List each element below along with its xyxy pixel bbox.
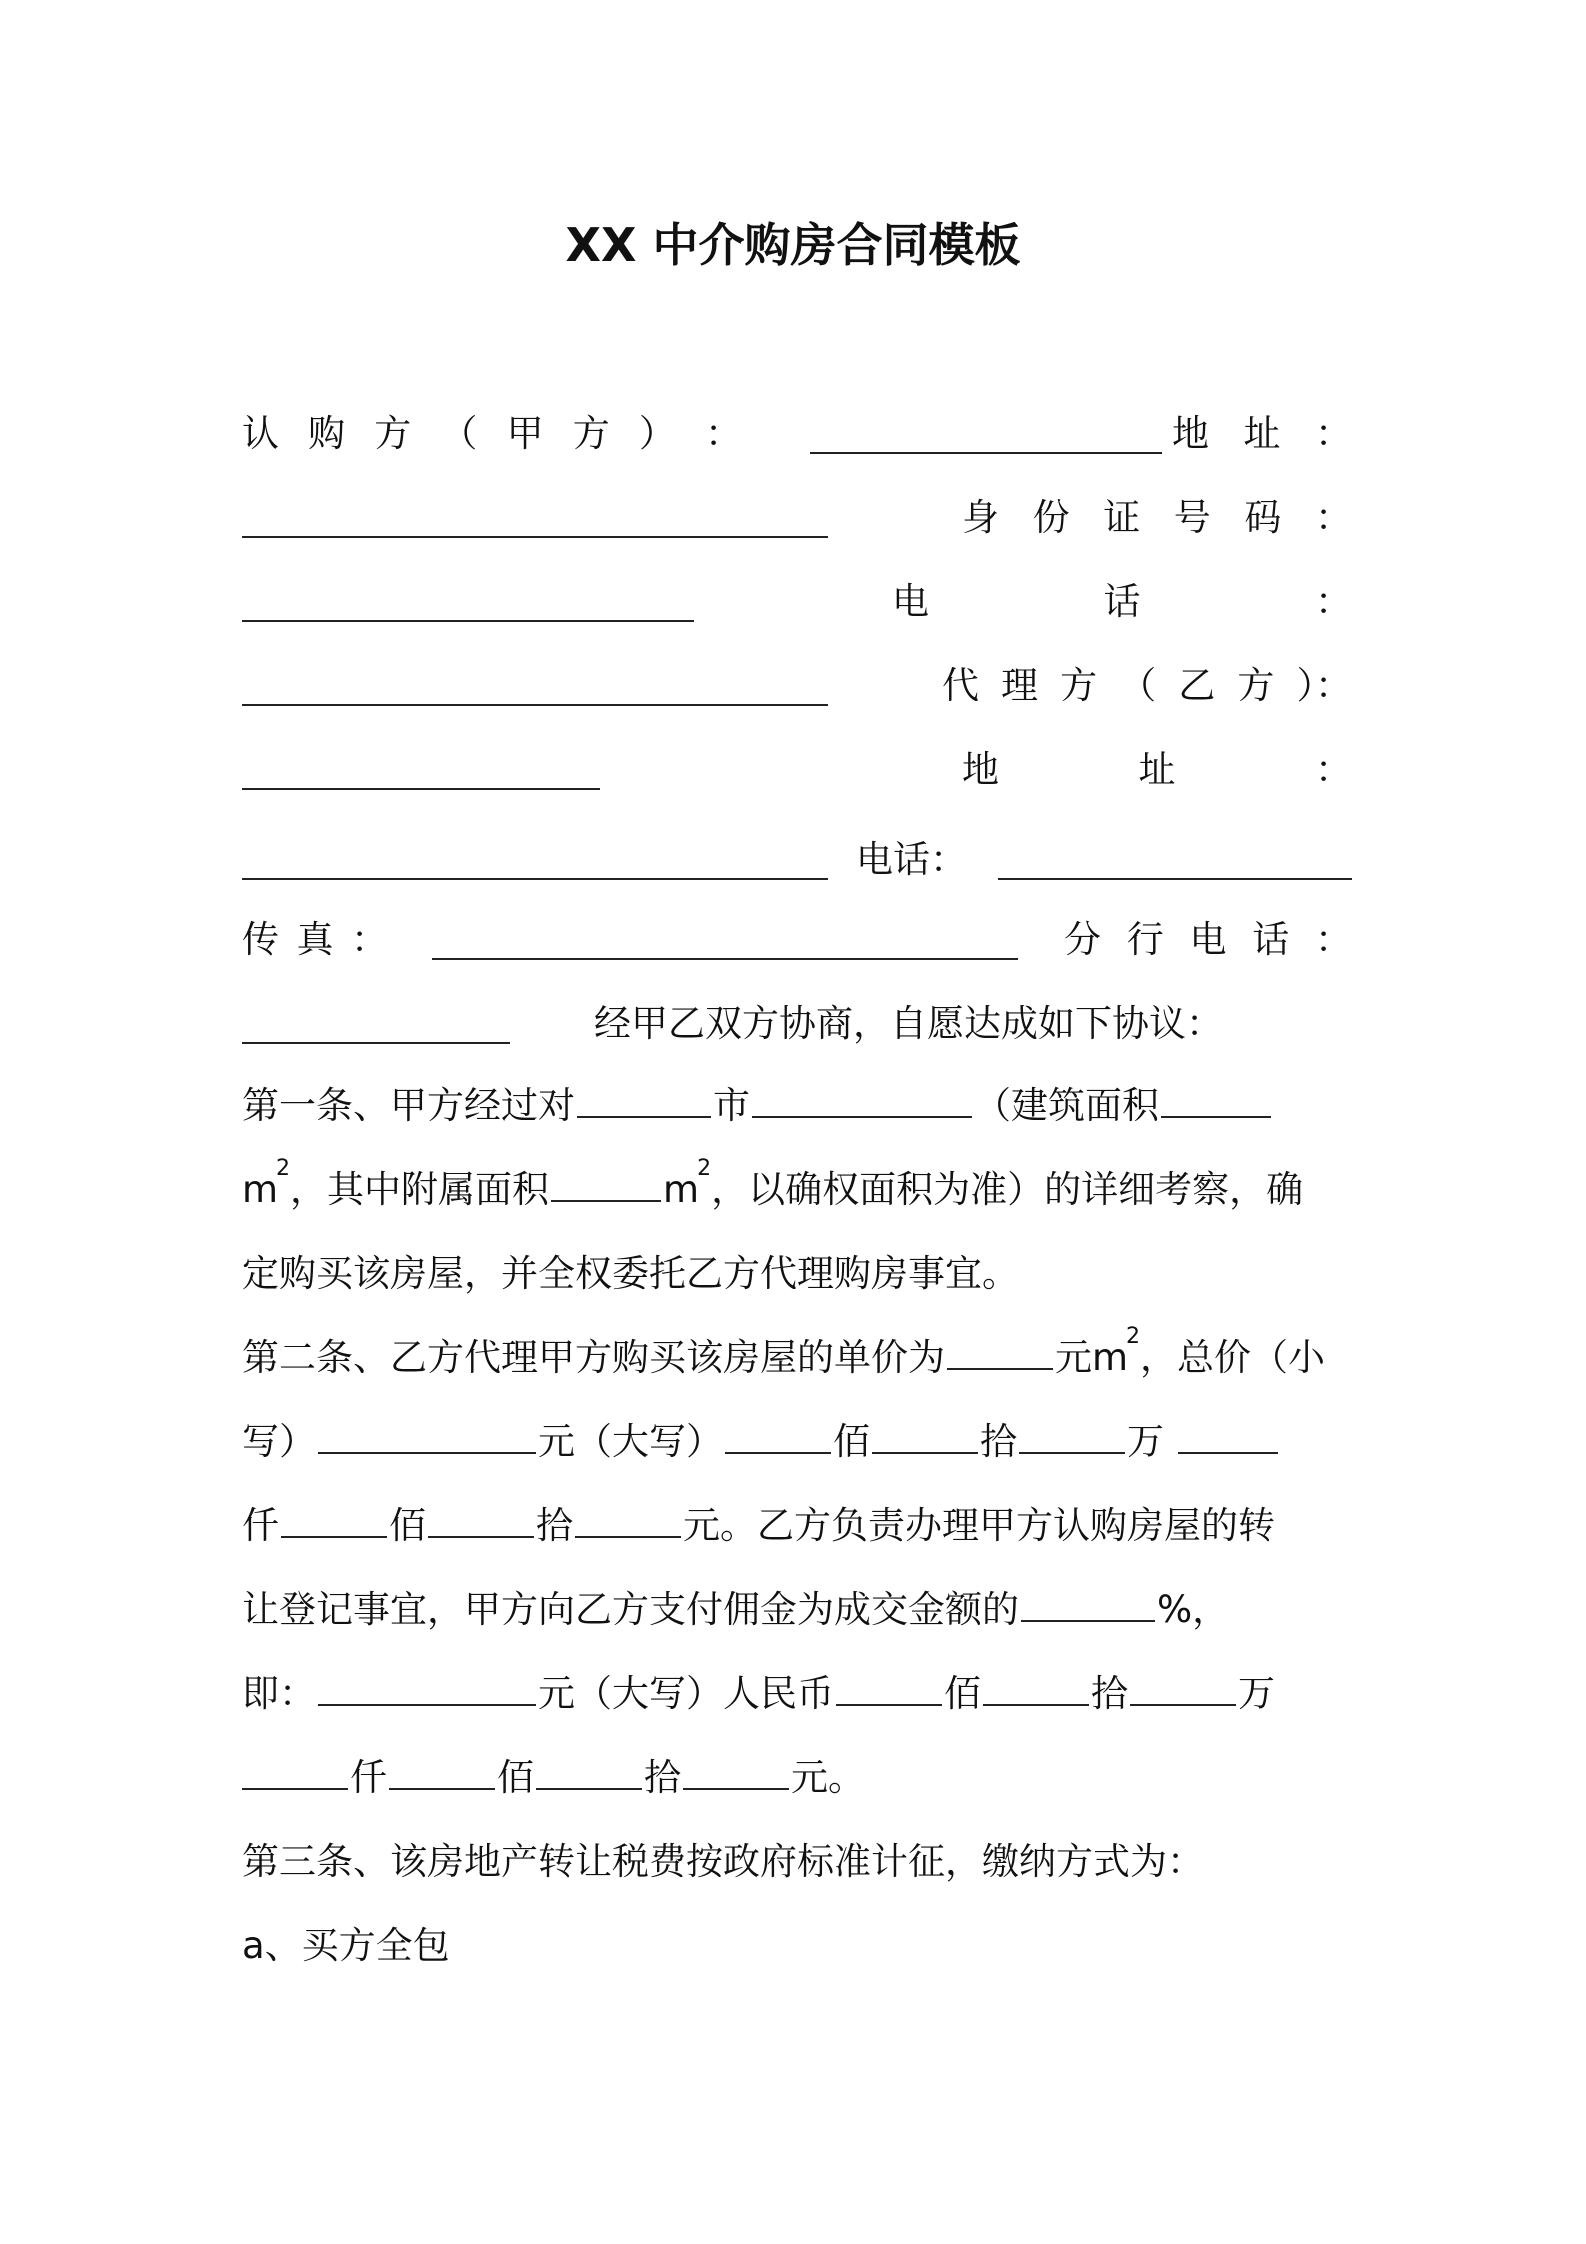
label-char: 电 [892,580,929,623]
unit-char: 仟 [242,1504,279,1547]
label-char: 地 [962,748,999,791]
agent-label [942,658,1352,714]
label-char: （ [440,412,478,455]
label-char: 电 [1189,918,1227,961]
article2-line2 [242,1414,1352,1470]
unit-char: 万 [1127,1420,1164,1463]
buyer-address-label [1172,406,1352,462]
label-char: ： [1315,918,1352,961]
label-char: 分 [1064,918,1101,961]
agent-phone-label: 电话： [856,838,967,881]
unit-char: 佰 [389,1504,426,1547]
superscript: 2 [276,1156,291,1181]
total-price-blank[interactable] [318,1422,536,1454]
article1-line1 [242,1078,1352,1134]
unit-char: 拾 [536,1504,573,1547]
unit-char: 拾 [1091,1672,1128,1715]
article1-line3 [242,1246,1352,1302]
agent-address-line [242,742,1352,798]
article1-text: 定购买该房屋，并全权委托乙方代理购房事宜。 [242,1252,1019,1295]
unit-char: 元。 [791,1756,865,1799]
article2-text: 元（大写）人民币 [538,1672,834,1715]
label-char: 购 [308,412,346,455]
article2-line6 [242,1750,1352,1806]
article1-text: 第一条、甲方经过对 [242,1084,575,1127]
label-char: 方 [1237,664,1275,707]
label-char: 份 [1032,496,1070,539]
article2-text: 写） [242,1420,316,1463]
buyer-phone-blank[interactable] [242,704,828,706]
label-char: ）： [1296,664,1352,707]
article2-text: ，总价（小 [1140,1336,1326,1379]
article2-text: 即： [242,1672,316,1715]
buyer-phone-line [242,574,1352,630]
label-char: 话 [1252,918,1290,961]
amount-blank[interactable] [725,1422,831,1454]
agent-phone-blank[interactable] [998,878,1352,880]
unit-char: 万 [1238,1672,1275,1715]
label-char: 方 [572,412,610,455]
label-char: 方 [1060,664,1098,707]
amount-blank[interactable] [683,1758,789,1790]
label-char: 地 [1172,412,1209,455]
fax-label [242,912,388,968]
label-char: ： [1315,748,1352,791]
amount-blank[interactable] [389,1758,495,1790]
superscript: 2 [1126,1324,1141,1349]
article1-line2 [242,1156,1352,1218]
buyer-phone-label [892,574,1352,630]
label-char: 代 [942,664,979,707]
article2-text: %， [1157,1588,1230,1631]
label-char: ： [351,918,388,961]
label-char: 行 [1126,918,1164,961]
commission-rate-blank[interactable] [1021,1590,1155,1622]
buyer-name-blank[interactable] [810,452,1162,454]
superscript: 2 [697,1156,712,1181]
article1-text: ，其中附属面积 [290,1168,550,1211]
label-char: 乙 [1178,664,1216,707]
article2-line1 [242,1324,1352,1386]
label-char: 传 [242,918,279,961]
buyer-label [242,406,742,462]
buyer-id-label [962,490,1352,546]
amount-blank[interactable] [242,1758,348,1790]
label-char: 号 [1173,496,1211,539]
unit-char: 佰 [944,1672,981,1715]
label-char: 址 [1243,412,1281,455]
amount-blank[interactable] [281,1506,387,1538]
amount-blank[interactable] [1019,1422,1125,1454]
article2-text: 让登记事宜，甲方向乙方支付佣金为成交金额的 [242,1588,1019,1631]
agent-address-blank[interactable] [242,878,828,880]
agent-address-label [962,742,1352,798]
fax-blank[interactable] [432,958,1018,960]
label-char: ： [1315,580,1352,623]
amount-blank[interactable] [1130,1674,1236,1706]
article1-text: ，以确权面积为准）的详细考察，确 [711,1168,1304,1211]
article3-option-a [242,1918,1352,1974]
label-char: 证 [1103,496,1141,539]
label-char: 甲 [506,412,544,455]
label-char: 方 [374,412,412,455]
article1-text: 市 [713,1084,750,1127]
buyer-id-line [242,490,1352,546]
branch-phone-blank[interactable] [242,1042,510,1044]
article3-line1 [242,1834,1352,1890]
unit-char: 佰 [833,1420,870,1463]
amount-blank[interactable] [983,1674,1089,1706]
agent-phone-line [242,832,1352,888]
option-a-text: a、买方全包 [242,1924,450,1967]
label-char: 真 [296,918,334,961]
city-blank[interactable] [577,1086,711,1118]
building-area-blank[interactable] [1161,1086,1271,1118]
label-char: 址 [1138,748,1176,791]
unit-char: 拾 [980,1420,1017,1463]
label-char: ： [704,412,742,455]
article2-text: 元（大写） [538,1420,723,1463]
article2-text: 元m [1055,1336,1129,1379]
label-char: （ [1119,664,1157,707]
article3-text: 第三条、该房地产转让税费按政府标准计征，缴纳方式为： [242,1840,1204,1883]
article2-text: 第二条、乙方代理甲方购买该房屋的单价为 [242,1336,945,1379]
label-char: ） [638,412,676,455]
unit-char: 佰 [497,1756,534,1799]
article2-text: 乙方负责办理甲方认购房屋的转 [757,1504,1275,1547]
amount-blank[interactable] [428,1506,534,1538]
unit-price-blank[interactable] [947,1338,1053,1370]
attached-area-blank[interactable] [551,1170,661,1202]
label-char: 身 [962,496,999,539]
amount-blank[interactable] [536,1758,642,1790]
unit-text: m [663,1168,700,1211]
article1-text: （建筑面积 [974,1084,1159,1127]
amount-blank[interactable] [836,1674,942,1706]
unit-char: 仟 [350,1756,387,1799]
label-char: 理 [1001,664,1039,707]
label-char: ： [1315,412,1352,455]
unit-char: 元。 [683,1504,757,1547]
buyer-line [242,406,1352,462]
label-char: 话 [1103,580,1141,623]
commission-amount-blank[interactable] [318,1674,536,1706]
agent-line [242,658,1352,714]
buyer-address-blank[interactable] [242,536,828,538]
agreement-intro-line [242,996,1352,1052]
amount-blank[interactable] [575,1506,681,1538]
label-char: 认 [242,412,279,455]
agent-name-blank[interactable] [242,788,600,790]
article2-line4 [242,1582,1352,1638]
buyer-id-blank[interactable] [242,620,694,622]
label-char: 码 [1244,496,1282,539]
agreement-intro: 经甲乙双方协商，自愿达成如下协议： [594,1002,1223,1045]
label-char: ： [1314,496,1352,539]
unit-char: 拾 [644,1756,681,1799]
property-blank[interactable] [752,1086,972,1118]
article2-line5 [242,1666,1352,1722]
branch-phone-label [1064,912,1352,968]
amount-blank[interactable] [872,1422,978,1454]
fax-line [242,912,1352,968]
document-title: XX 中介购房合同模板 [565,218,1021,272]
amount-blank[interactable] [1178,1422,1278,1454]
unit-text: m [242,1168,279,1211]
article2-line3 [242,1498,1352,1554]
